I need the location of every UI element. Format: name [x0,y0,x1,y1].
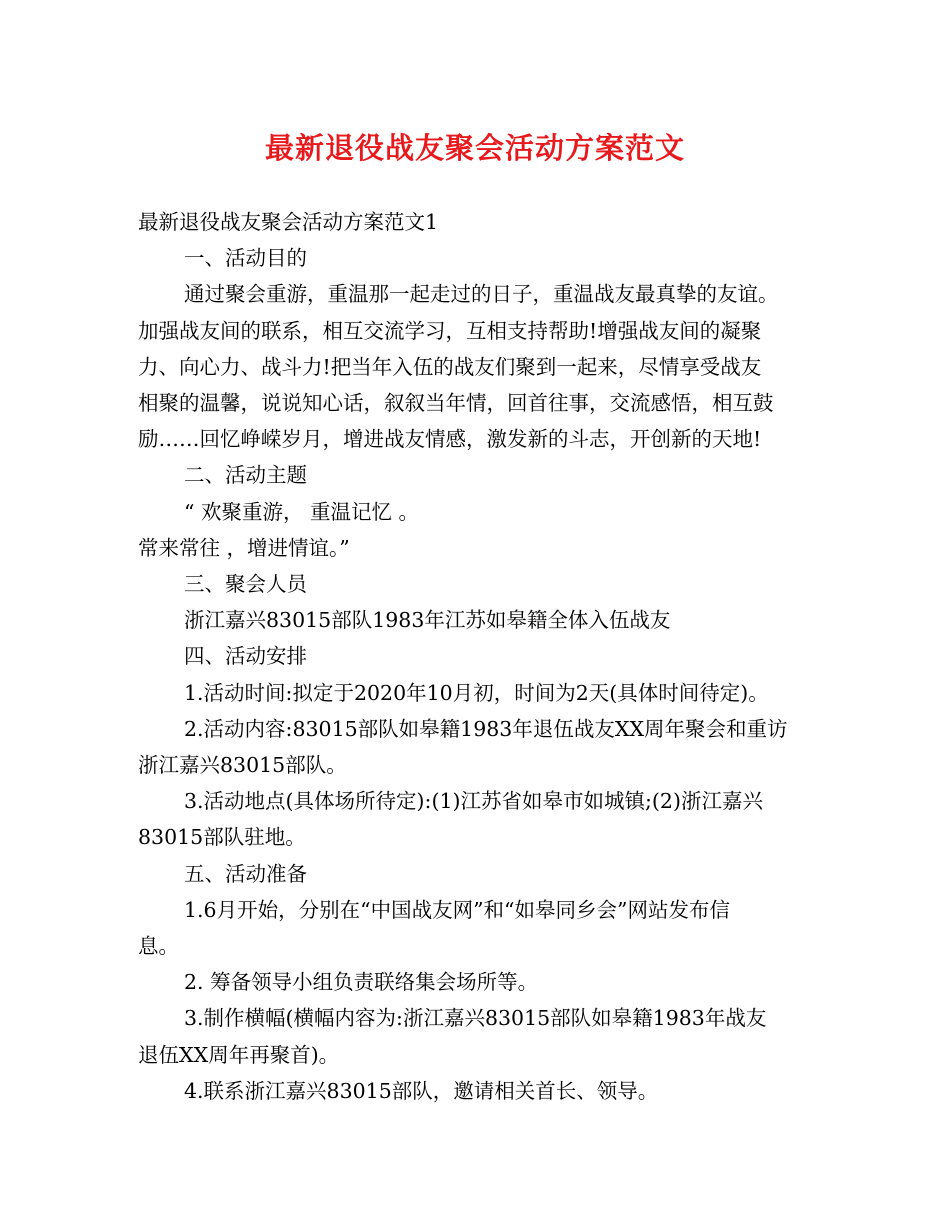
text-line: 励……回忆峥嵘岁月，增进战友情感，激发新的斗志，开创新的天地! [138,427,762,452]
section-heading: 二、活动主题 [184,463,307,488]
text-line: 83015部队驻地。 [138,825,306,850]
text-line: 相聚的温馨，说说知心话，叙叙当年情，回首往事，交流感悟，相互鼓 [138,391,774,416]
document-body [138,204,818,1109]
text-line: 最新退役战友聚会活动方案范文1 [138,210,439,234]
text-line: 浙江嘉兴83015部队。 [138,753,347,778]
document-title: 最新退役战友聚会活动方案范文 [264,131,685,165]
text-line: 浙江嘉兴83015部队1983年江苏如皋籍全体入伍战友 [184,608,671,633]
text-line: 加强战友间的联系，相互交流学习，互相支持帮助!增强战友间的凝聚 [138,318,762,343]
text-line: 2.活动内容:83015部队如皋籍1983年退伍战友XX周年聚会和重访 [184,716,788,741]
text-line: 2. 筹备领导小组负责联络集会场所等。 [184,970,539,995]
section-heading: 五、活动准备 [184,861,307,886]
section-heading: 三、聚会人员 [184,572,307,597]
text-line: 3.制作横幅(横幅内容为:浙江嘉兴83015部队如皋籍1983年战友 [184,1006,767,1031]
text-line: 1.活动时间:拟定于2020年10月初，时间为2天(具体时间待定)。 [184,680,769,705]
text-line: 通过聚会重游，重温那一起走过的日子，重温战友最真挚的友谊。 [184,282,779,307]
text-line: 力、向心力、战斗力!把当年入伍的战友们聚到一起来，尽情享受战友 [138,354,762,379]
section-heading: 一、活动目的 [184,246,307,271]
text-line: 息。 [138,934,179,959]
text-line: 退伍XX周年再聚首)。 [138,1042,340,1067]
text-line: 3.活动地点(具体场所待定):(1)江苏省如皋市如城镇;(2)浙江嘉兴 [184,789,763,814]
section-heading: 四、活动安排 [184,644,307,669]
text-line: 1.6月开始，分别在“中国战友网”和“如皋同乡会”网站发布信 [184,897,731,922]
text-line: “ 欢聚重游， 重温记忆 。 [184,499,420,524]
text-line: 常来常往 ，增进情谊。” [138,535,350,560]
text-line: 4.联系浙江嘉兴83015部队，邀请相关首长、领导。 [184,1078,659,1103]
